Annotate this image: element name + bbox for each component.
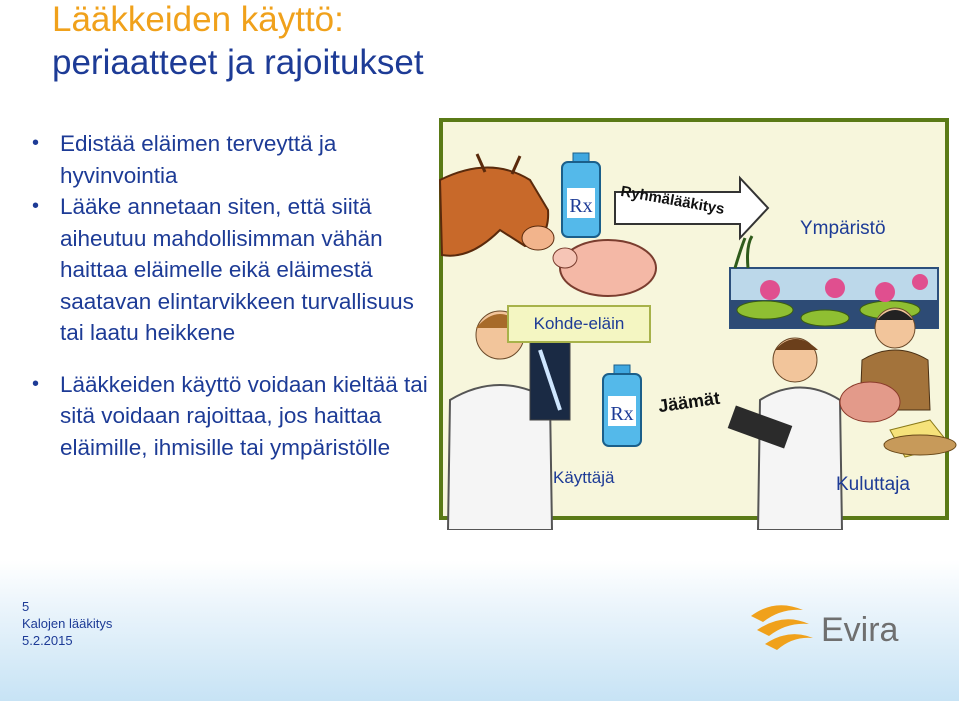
- page-number: 5: [22, 599, 30, 614]
- label-ymparisto: Ympäristö: [800, 218, 886, 239]
- footer-subtitle: Kalojen lääkitys: [22, 616, 113, 631]
- bullet-list: [28, 128, 443, 463]
- label-ryhmalaakitys: Ryhmälääkitys: [619, 183, 726, 218]
- label-kohde-elain: Kohde-eläin: [507, 305, 651, 343]
- evira-logo-text: Evira: [821, 611, 899, 649]
- bullet-item: • Edistää eläimen terveyttä ja hyvinvointia: [28, 128, 443, 191]
- evira-swoosh-icon: [751, 605, 813, 650]
- label-kuluttaja: Kuluttaja: [836, 474, 910, 495]
- cow-illustration: [440, 154, 554, 256]
- label-jaamat: Jäämät: [656, 387, 722, 417]
- label-kayttaja: Käyttäjä: [553, 468, 615, 487]
- slide-title-line1: Lääkkeiden käyttö:: [52, 0, 344, 39]
- rx-symbol: Rx: [610, 403, 634, 425]
- medicine-bottle-icon: [603, 365, 641, 446]
- rx-symbol: Rx: [569, 195, 593, 217]
- inspector-illustration: [728, 338, 842, 530]
- medicine-bottle-icon: [562, 153, 600, 237]
- footer-date: 5.2.2015: [22, 633, 73, 648]
- bullet-item: • Lääkkeiden käyttö voidaan kieltää tai sitä voidaan rajoittaa, jos haittaa eläimille, ihmisille tai ympäristölle: [28, 369, 443, 464]
- pig-illustration: [553, 240, 656, 296]
- evira-logo: [745, 596, 925, 656]
- footer-info: [22, 598, 112, 649]
- slide-title-line2: periaatteet ja rajoitukset: [52, 43, 424, 82]
- bullet-item: • Lääke annetaan siten, että siitä aiheutuu mahdollisimman vähän haittaa eläimelle eikä eläimestä saatavan elintarvikkeen turvallisuus tai laatu heikkene: [28, 191, 443, 349]
- veterinarian-illustration: [448, 311, 570, 530]
